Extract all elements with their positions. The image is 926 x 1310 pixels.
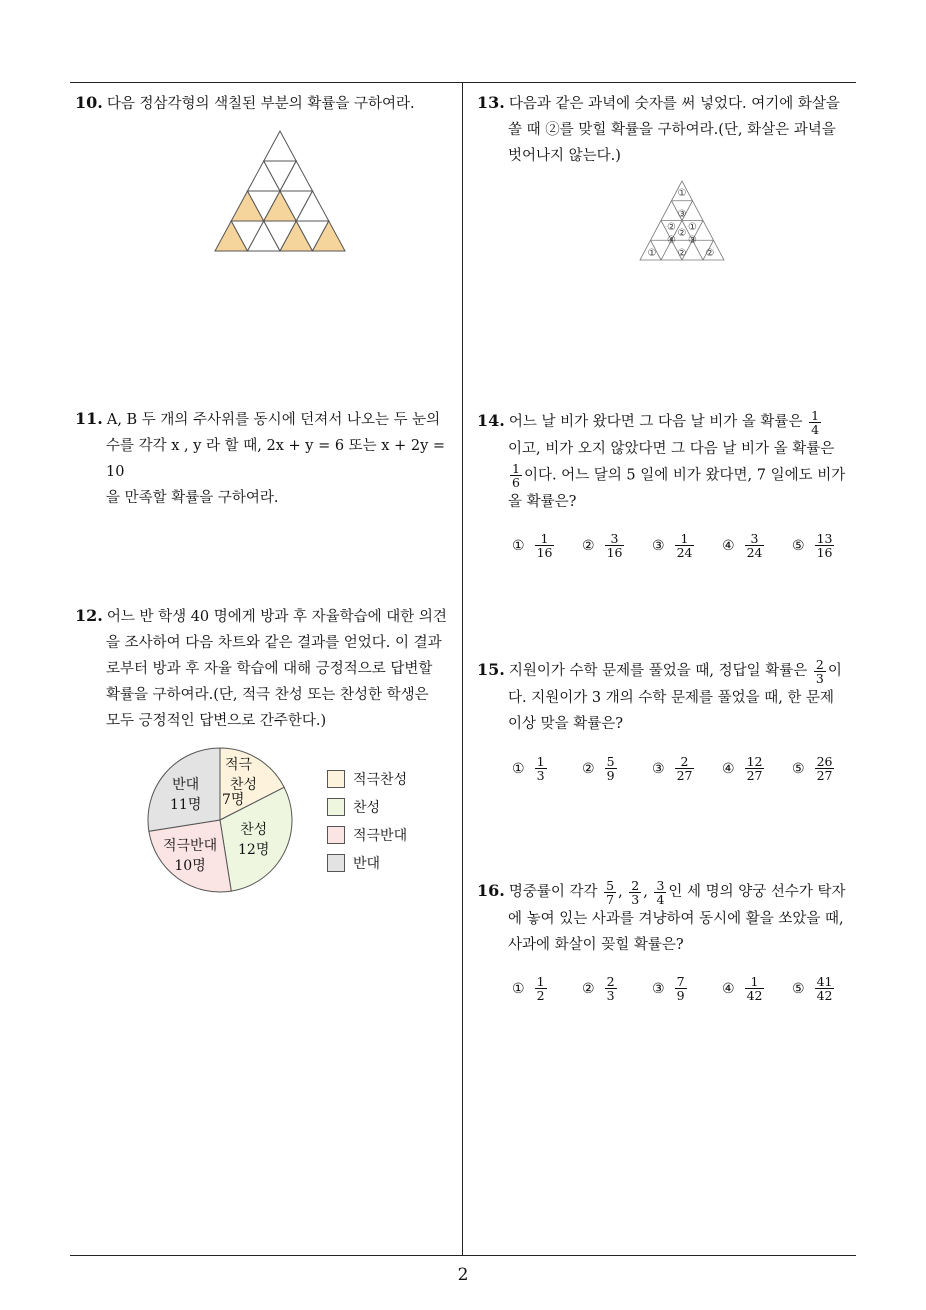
target-number: ① <box>647 248 657 259</box>
legend-item <box>327 821 407 849</box>
question-13 <box>477 90 862 169</box>
slice-label-text: 적극 <box>225 757 253 773</box>
target-number: ③ <box>688 235 697 246</box>
question-number: 10. <box>75 93 103 112</box>
question-text: A, B 두 개의 주사위를 동시에 던져서 나오는 두 눈의 <box>106 412 441 428</box>
slice-label-strong-no <box>163 836 217 876</box>
question-text: 모두 긍정적인 답변으로 간주한다.) <box>106 713 327 729</box>
question-text: 다. 지원이가 3 개의 수학 문제를 풀었을 때, 한 문제 <box>508 689 835 706</box>
question-text: 이상 맞을 확률은? <box>508 715 624 732</box>
choice-4[interactable]: ④ $\frac{12}{27}$ <box>722 754 763 783</box>
choice-3[interactable]: ③ $\frac{2}{27}$ <box>652 754 693 783</box>
question-number: 16. <box>477 881 505 900</box>
slice-label-text: 찬성 <box>240 822 268 838</box>
choice-4[interactable]: ④ $\frac{3}{24}$ <box>722 531 763 560</box>
target-number: ② <box>677 228 687 239</box>
target-figure <box>636 178 728 264</box>
slice-label-strong-yes-count: 7명 <box>222 792 245 808</box>
fraction: $\frac{3}{4}$ <box>656 877 665 907</box>
question-text: 이고, 비가 오지 않았다면 그 다음 날 비가 올 확률은 <box>508 440 835 457</box>
slice-label-text: 11명 <box>170 797 202 813</box>
legend-item <box>327 793 407 821</box>
target-number: ④ <box>667 235 676 246</box>
question-text: 수를 각각 x , y 라 할 때, 2x + y = 6 또는 x + 2y = 10 <box>106 438 446 480</box>
slice-label-text: 10명 <box>174 858 206 874</box>
target-number: ② <box>705 248 715 259</box>
legend-label: 반대 <box>353 856 381 872</box>
question-text: 쏠 때 ②를 맞힐 확률을 구하여라.(단, 화살은 과녁을 <box>508 122 836 138</box>
target-number: ② <box>677 248 687 259</box>
question-text: 사과에 화살이 꽂힐 확률은? <box>508 936 684 953</box>
question-text: 다음과 같은 과녁에 숫자를 써 넣었다. 여기에 화살을 <box>508 96 840 112</box>
question-number: 14. <box>477 411 505 430</box>
question-text: 다음 정삼각형의 색칠된 부분의 확률을 구하여라. <box>106 96 415 112</box>
slice-label-text: 반대 <box>172 777 200 793</box>
answer-choices-14 <box>512 532 862 559</box>
legend-label: 찬성 <box>353 800 381 816</box>
question-text: 명중률이 각각 <box>508 884 598 900</box>
choice-2[interactable]: ② $\frac{3}{16}$ <box>582 531 623 560</box>
legend-swatch <box>327 798 345 816</box>
choice-3[interactable]: ③ $\frac{7}{9}$ <box>652 974 685 1003</box>
legend-label: 적극찬성 <box>353 772 408 788</box>
legend-item <box>327 765 407 793</box>
slice-label-text: 12명 <box>238 842 270 858</box>
answer-choices-16 <box>512 975 862 1002</box>
slice-label-yes <box>238 820 269 860</box>
legend-swatch <box>327 854 345 872</box>
legend-item <box>327 849 407 877</box>
question-text: 인 세 명의 양궁 선수가 탁자 <box>668 884 846 900</box>
question-text: 지원이가 수학 문제를 풀었을 때, 정답일 확률은 <box>508 663 808 679</box>
target-number: ② <box>667 222 676 233</box>
question-15 <box>477 657 867 737</box>
question-text: 을 조사하여 다음 차트와 같은 결과를 얻었다. 이 결과 <box>106 635 442 651</box>
slice-label-text: 찬성 <box>230 777 258 793</box>
legend-swatch <box>327 770 345 788</box>
triangle-figure <box>200 128 360 264</box>
legend-label: 적극반대 <box>353 828 408 844</box>
question-number: 12. <box>75 606 103 625</box>
question-number: 11. <box>75 409 103 428</box>
target-number: ① <box>688 222 697 233</box>
fraction: $\frac{2}{3}$ <box>631 877 640 907</box>
question-text: 올 확률은? <box>508 493 577 510</box>
choice-1[interactable]: ① $\frac{1}{16}$ <box>512 531 553 560</box>
fraction: $\frac{1}{4}$ <box>811 407 820 437</box>
separator: , <box>618 884 623 900</box>
question-11 <box>75 406 460 511</box>
question-text: 을 만족할 확률을 구하여라. <box>106 490 279 506</box>
legend-swatch <box>327 826 345 844</box>
question-text: 에 놓여 있는 사과를 겨냥하여 동시에 활을 쏘았을 때, <box>508 910 844 927</box>
slice-label-no <box>170 775 201 815</box>
pie-legend <box>327 765 407 877</box>
choice-5[interactable]: ⑤ $\frac{13}{16}$ <box>792 531 833 560</box>
question-text: 확률을 구하여라.(단, 적극 찬성 또는 찬성한 학생은 <box>106 687 429 703</box>
choice-2[interactable]: ② $\frac{2}{3}$ <box>582 974 615 1003</box>
target-number: ① <box>677 188 687 199</box>
answer-choices-15 <box>512 755 862 782</box>
question-text: 어느 날 비가 왔다면 그 다음 날 비가 올 확률은 <box>508 414 803 430</box>
choice-3[interactable]: ③ $\frac{1}{24}$ <box>652 531 693 560</box>
column-divider <box>462 83 463 1255</box>
choice-1[interactable]: ① $\frac{1}{2}$ <box>512 974 545 1003</box>
fraction: $\frac{2}{3}$ <box>815 656 824 686</box>
question-text: 어느 반 학생 40 명에게 방과 후 자율학습에 대한 의견 <box>106 609 447 625</box>
question-text: 로부터 방과 후 자율 학습에 대해 긍정적으로 답변할 <box>106 661 433 677</box>
question-text: 벗어나지 않는다.) <box>508 148 621 164</box>
fraction: $\frac{5}{7}$ <box>606 877 615 907</box>
question-number: 13. <box>477 93 505 112</box>
slice-label-strong-yes <box>220 755 257 795</box>
choice-5[interactable]: ⑤ $\frac{26}{27}$ <box>792 754 833 783</box>
question-10 <box>75 90 460 117</box>
question-text: 이 <box>827 663 842 679</box>
choice-2[interactable]: ② $\frac{5}{9}$ <box>582 754 615 783</box>
question-14 <box>477 408 867 515</box>
top-rule <box>70 82 856 83</box>
bottom-rule <box>70 1255 856 1256</box>
triangle-cell <box>264 131 297 161</box>
fraction: $\frac{1}{6}$ <box>512 460 520 490</box>
separator: , <box>643 884 648 900</box>
target-number: ③ <box>677 209 687 220</box>
slice-label-text: 적극반대 <box>163 838 218 854</box>
question-text: 이다. 어느 달의 5 일에 비가 왔다면, 7 일에도 비가 <box>523 467 846 483</box>
choice-4[interactable]: ④ $\frac{1}{42}$ <box>722 974 763 1003</box>
page-number: 2 <box>457 1265 469 1285</box>
question-12 <box>75 603 460 734</box>
choice-5[interactable]: ⑤ $\frac{41}{42}$ <box>792 974 833 1003</box>
choice-1[interactable]: ① $\frac{1}{3}$ <box>512 754 545 783</box>
question-16 <box>477 878 867 958</box>
question-number: 15. <box>477 660 505 679</box>
